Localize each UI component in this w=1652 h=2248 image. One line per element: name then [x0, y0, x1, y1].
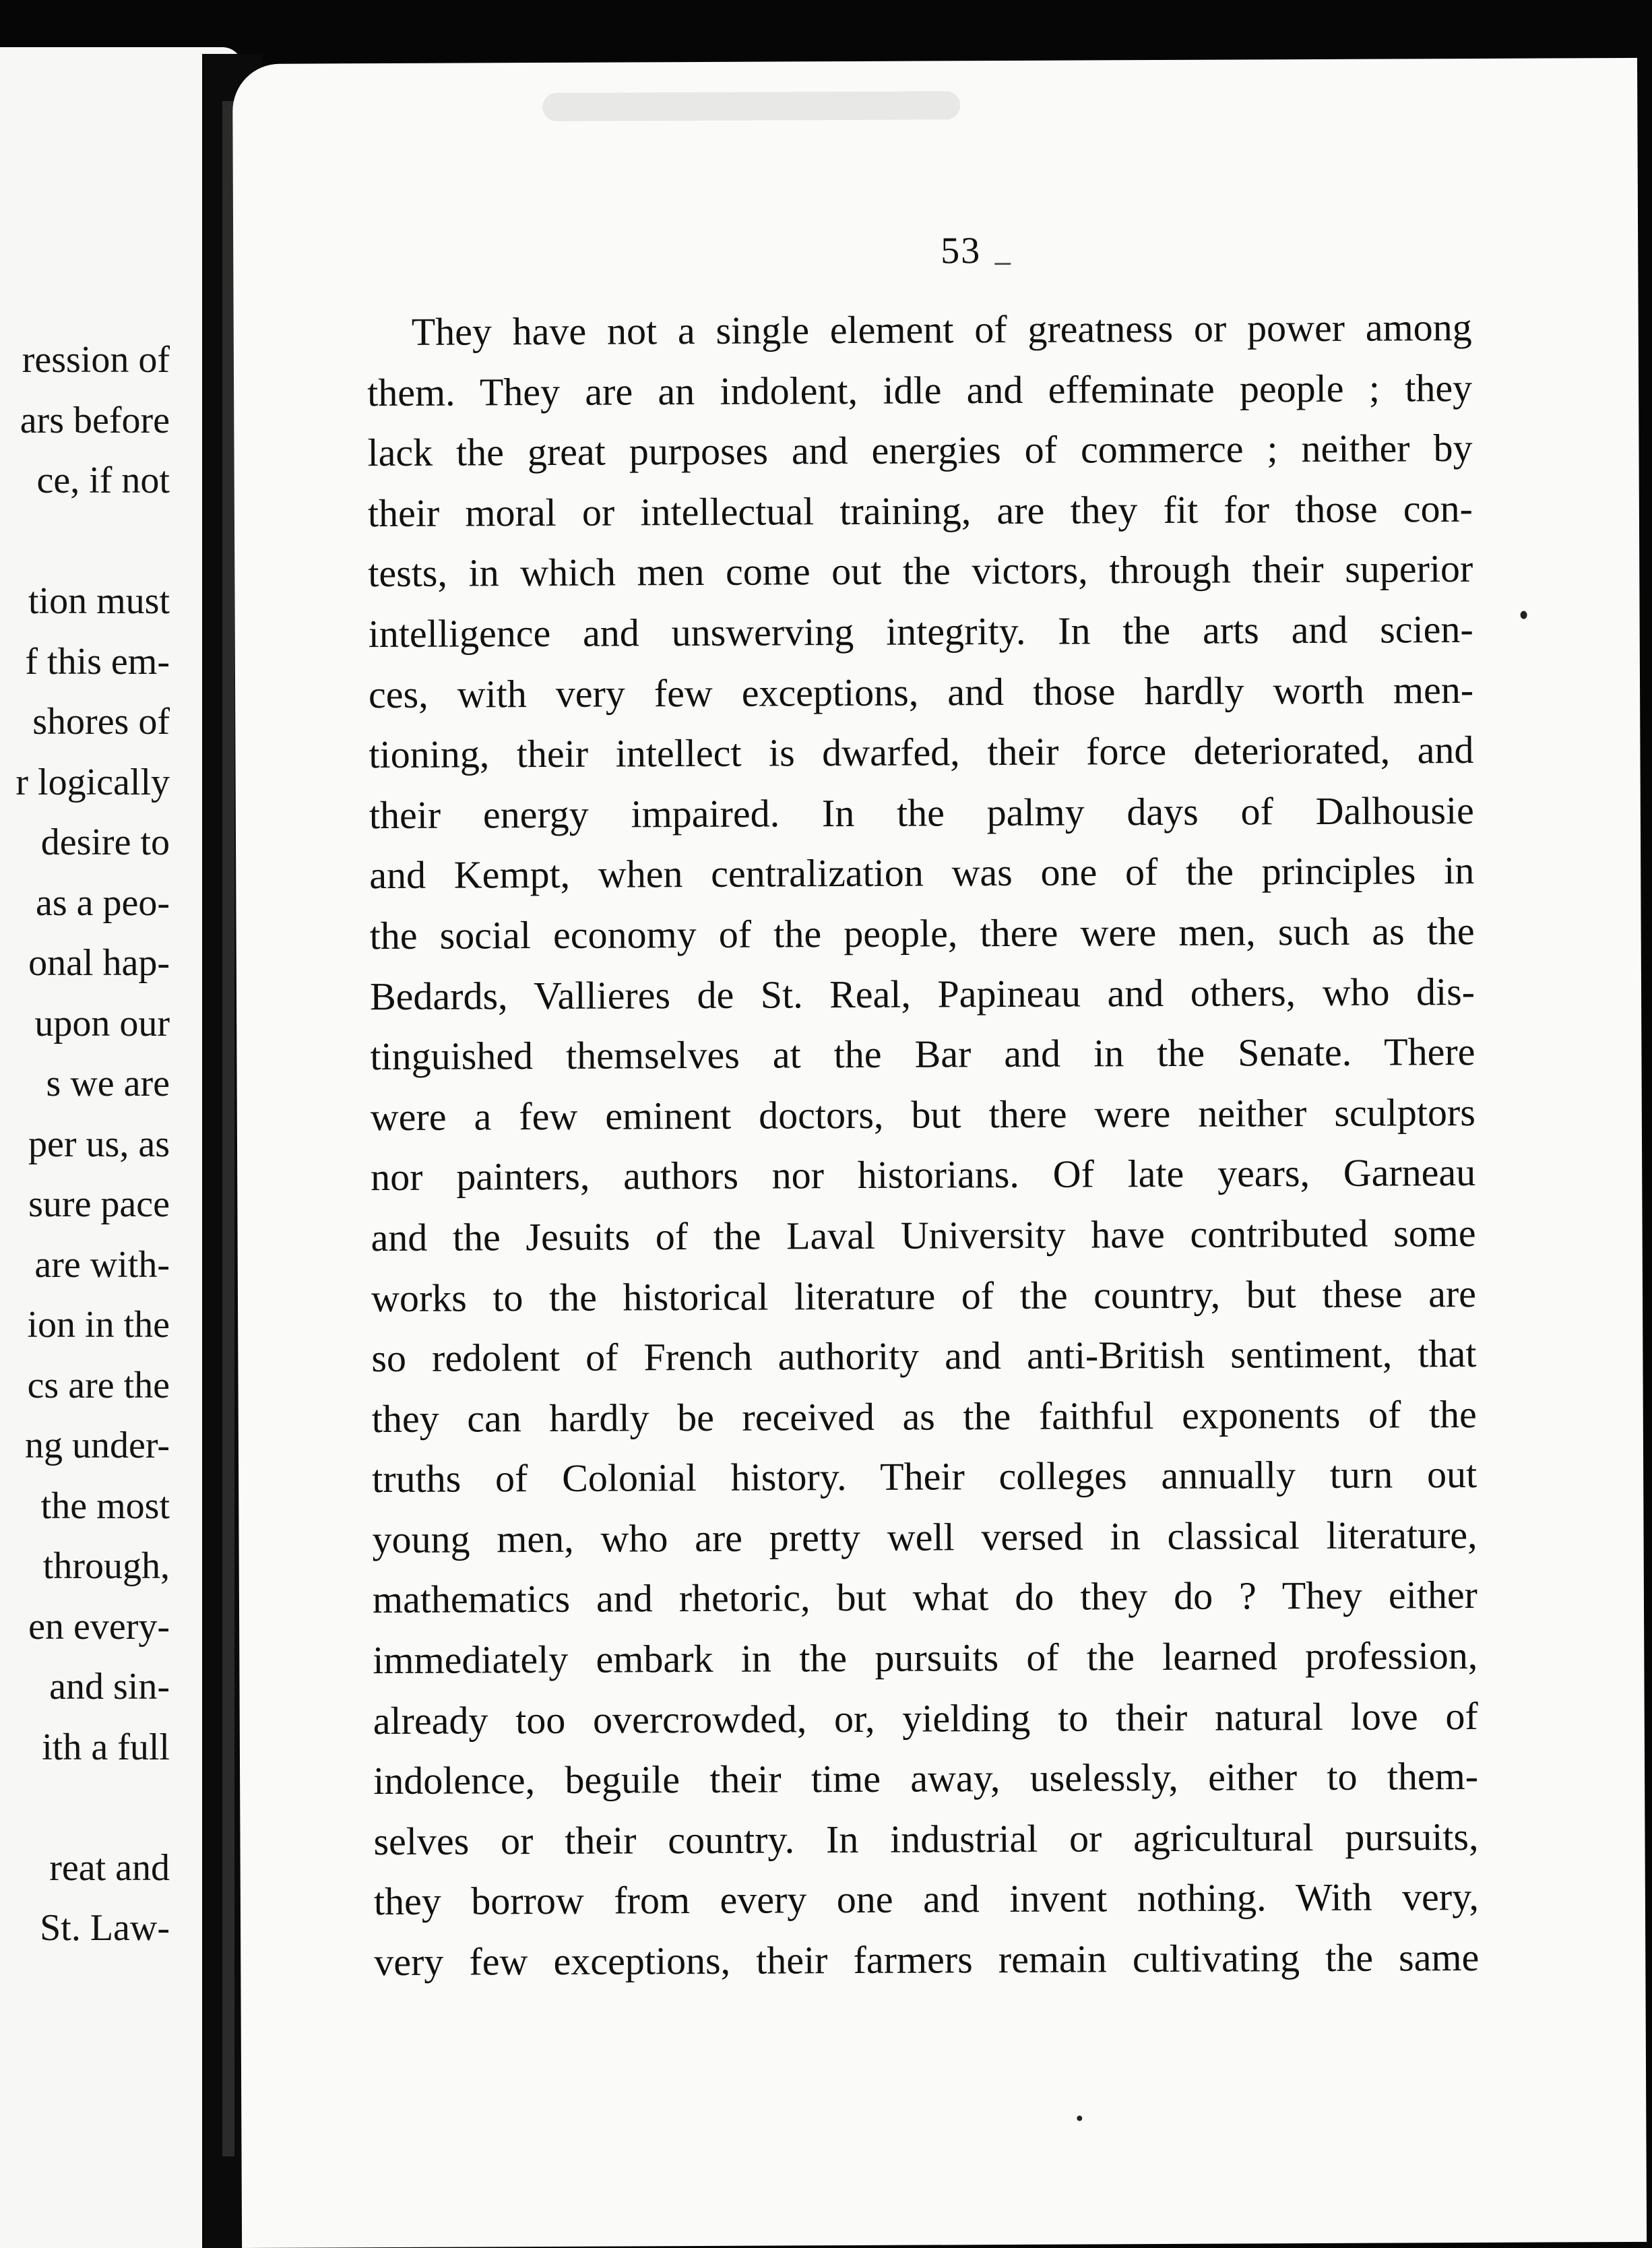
text-line: truths of Colonial history. Their colleges annually turn out — [372, 1452, 1478, 1501]
binding-edge — [222, 101, 234, 2156]
previous-page-line: ng under- — [24, 1425, 170, 1466]
previous-page-line: as a peo- — [35, 881, 170, 924]
previous-page-line: are with- — [34, 1243, 170, 1286]
previous-page-line: per us, as — [28, 1123, 170, 1165]
text-line: they borrow from every one and invent nothing. With very, — [373, 1875, 1480, 1924]
text-line: and Kempt, when centralization was one of the principles in — [369, 848, 1475, 898]
text-line: were a few eminent doctors, but there were neither sculptors — [370, 1090, 1475, 1139]
text-line: already too overcrowded, or, yielding to their natural love of — [373, 1693, 1478, 1743]
previous-page-line: desire to — [40, 821, 170, 863]
text-line: very few exceptions, their farmers remain cultivating the same — [374, 1935, 1480, 1985]
previous-page-line: the most — [40, 1485, 170, 1527]
previous-page-line: through, — [42, 1545, 170, 1587]
previous-page-line: f this em- — [25, 640, 170, 683]
text-line: tioning, their intellect is dwarfed, their force deteriorated, and — [369, 728, 1474, 777]
previous-page-line: reat and — [49, 1846, 170, 1889]
previous-page-line: upon our — [34, 1002, 170, 1044]
text-line: their moral or intellectual training, are they fit for those con- — [367, 486, 1473, 535]
text-line: They have not a single element of greatness or power among — [411, 305, 1472, 354]
previous-page-line: s we are — [46, 1063, 170, 1104]
current-page — [232, 58, 1647, 2248]
text-line: selves or their country. In industrial or agricultural pursuits, — [373, 1814, 1479, 1863]
text-line: so redolent of French authority and anti-British sentiment, that — [371, 1332, 1477, 1381]
previous-page-line: sure pace — [28, 1183, 170, 1225]
text-line: ces, with very few exceptions, and those hardly worth men- — [368, 667, 1474, 716]
text-line: their energy impaired. In the palmy days of Dalhousie — [369, 788, 1474, 837]
text-line: mathematics and rhetoric, but what do they do ? They either — [372, 1573, 1478, 1622]
page-body-text — [367, 297, 1480, 1993]
page-edge-sliver — [542, 91, 960, 121]
text-line: Bedards, Vallieres de St. Real, Papineau and others, who dis- — [369, 969, 1475, 1018]
text-line: intelligence and unswerving integrity. In the arts and scien- — [368, 606, 1473, 656]
text-line: them. They are an indolent, idle and effeminate people ; they — [367, 365, 1473, 414]
previous-page-line: St. Law- — [40, 1907, 170, 1949]
previous-page-line: ith a full — [42, 1726, 170, 1768]
text-line: nor painters, authors nor historians. Of late years, Garneau — [371, 1150, 1476, 1199]
previous-page-line: r logically — [15, 761, 170, 803]
ink-speck — [1521, 611, 1527, 619]
text-line: tinguished themselves at the Bar and in the Senate. There — [370, 1030, 1475, 1079]
text-line: immediately embark in the pursuits of the learned profession, — [373, 1633, 1478, 1683]
previous-page-line: ression of — [22, 339, 170, 381]
text-line: lack the great purposes and energies of commerce ; neither by — [367, 426, 1473, 475]
previous-page-line: ce, if not — [36, 460, 170, 501]
previous-page-blank-line — [15, 511, 170, 572]
previous-page-line: and sin- — [49, 1666, 170, 1708]
previous-page-line: shores of — [32, 701, 170, 743]
text-line: young men, who are pretty well versed in classical literature, — [372, 1512, 1478, 1561]
page-number: 53 — [941, 230, 982, 272]
text-line: tests, in which men come out the victors, through their superior — [368, 547, 1473, 596]
page-number-mark — [994, 263, 1011, 265]
previous-page-line: onal hap- — [28, 942, 170, 984]
previous-page-line: tion must — [28, 580, 170, 622]
previous-page-line: en every- — [28, 1605, 170, 1648]
text-line: indolence, beguile their time away, uselessly, either to them- — [373, 1754, 1479, 1803]
previous-page-text — [15, 330, 170, 1959]
text-line: they can hardly be received as the faithful exponents of the — [371, 1392, 1477, 1441]
ink-speck — [1077, 2116, 1082, 2121]
previous-page-line: ars before — [20, 399, 170, 441]
previous-page-blank-line — [15, 1778, 170, 1838]
text-line: the social economy of the people, there were men, such as the — [369, 908, 1475, 958]
previous-page-line: ion in the — [27, 1304, 170, 1346]
text-line: and the Jesuits of the Laval University have contributed some — [371, 1210, 1476, 1260]
text-line: works to the historical literature of the country, but these are — [371, 1271, 1477, 1320]
previous-page-line: cs are the — [27, 1364, 170, 1406]
